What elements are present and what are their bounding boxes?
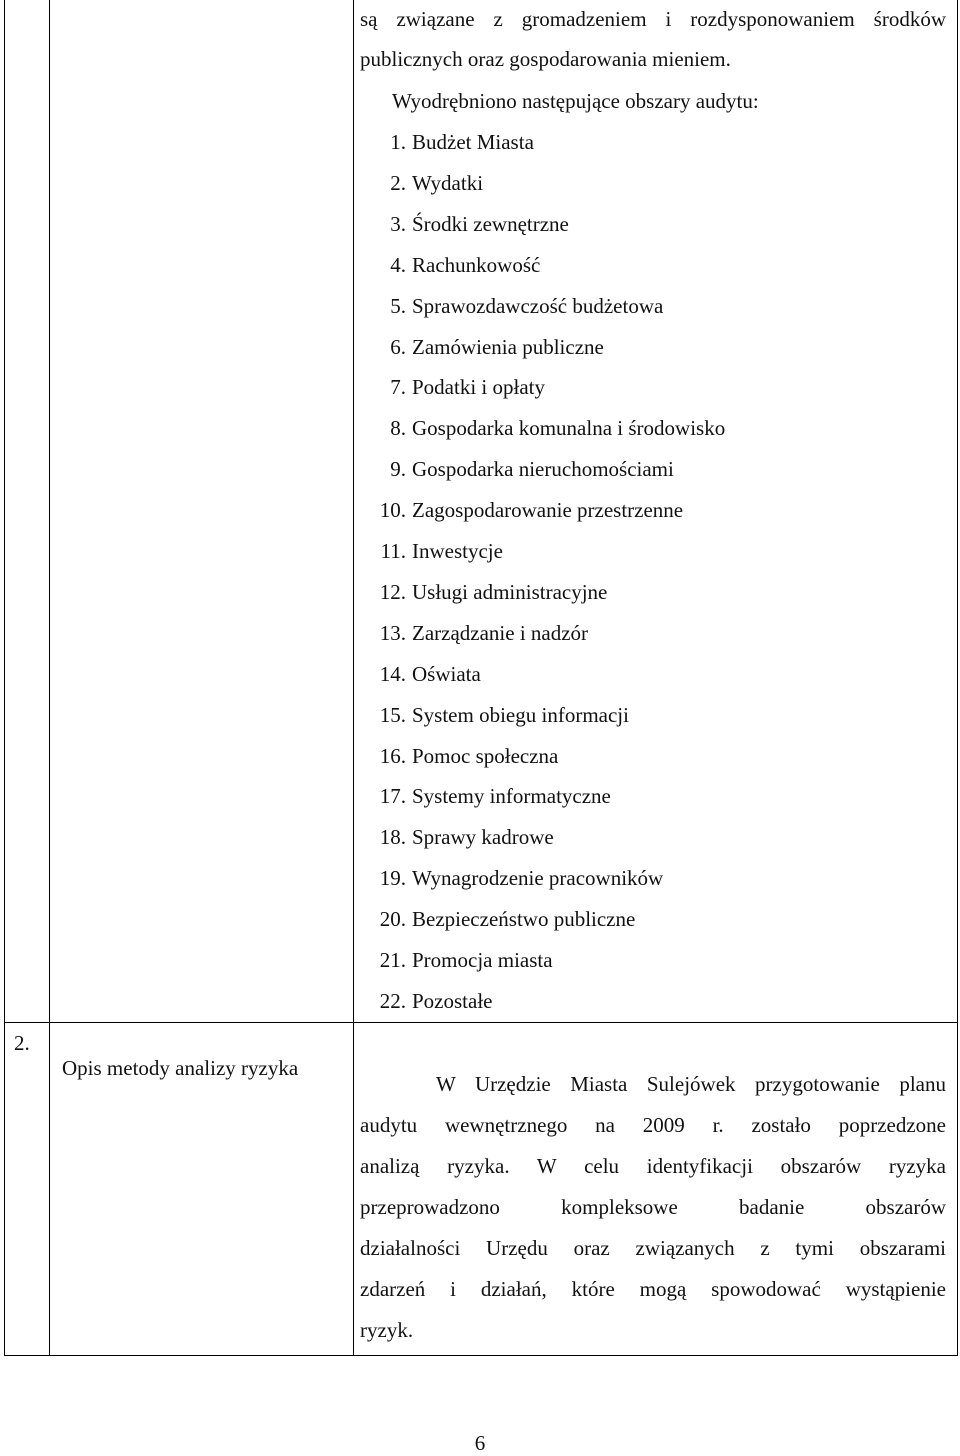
audit-area-number: 3.: [390, 211, 406, 236]
audit-area-item: [374, 252, 540, 278]
audit-area-label: Pomoc społeczna: [412, 743, 559, 768]
paragraph-line: audytu wewnętrznego na 2009 r. zostało poprzedzone: [360, 1113, 946, 1137]
audit-area-number: 13.: [379, 620, 406, 645]
audit-area-label: Gospodarka komunalna i środowisko: [412, 416, 726, 441]
audit-area-item: [374, 661, 481, 687]
audit-area-item: [374, 129, 534, 155]
audit-area-label: Podatki i opłaty: [412, 375, 545, 400]
audit-area-number: 20.: [379, 907, 406, 932]
audit-area-label: Pozostałe: [412, 988, 493, 1013]
audit-area-label: Zamówienia publiczne: [412, 334, 604, 359]
audit-area-number: 18.: [379, 825, 406, 850]
paragraph-line: zdarzeń i działań, które mogą spowodować wystąpienie: [360, 1277, 946, 1301]
row-divider: [5, 1022, 957, 1023]
audit-area-item: [374, 988, 492, 1014]
audit-area-label: Usługi administracyjne: [412, 579, 608, 604]
audit-area-item: [374, 702, 629, 728]
audit-area-label: Inwestycje: [412, 539, 503, 563]
audit-area-item: [374, 211, 569, 237]
audit-area-label: Sprawy kadrowe: [412, 825, 554, 850]
audit-area-number: 4.: [390, 252, 406, 277]
row-title: Opis metody analizy ryzyka: [62, 1056, 299, 1080]
audit-area-number: 19.: [379, 866, 406, 891]
audit-area-item: [374, 334, 604, 360]
intro-line: są związane z gromadzeniem i rozdysponowaniem środków: [360, 7, 946, 31]
audit-area-label: Zarządzanie i nadzór: [412, 620, 589, 645]
paragraph-line: W Urzędzie Miasta Sulejówek przygotowanie planu: [436, 1072, 946, 1096]
audit-area-item: [374, 538, 503, 564]
audit-area-number: 5.: [390, 293, 406, 318]
audit-area-label: Wydatki: [412, 170, 484, 195]
audit-area-label: Sprawozdawczość budżetowa: [412, 293, 664, 318]
audit-area-item: [374, 783, 611, 809]
audit-area-number: 7.: [390, 375, 406, 400]
audit-area-number: 2.: [390, 170, 406, 195]
audit-area-item: [374, 947, 553, 973]
audit-area-item: [374, 415, 725, 441]
audit-area-number: 12.: [379, 579, 406, 604]
audit-area-item: [374, 824, 554, 850]
audit-area-number: 21.: [379, 948, 406, 972]
audit-area-item: [374, 906, 635, 932]
audit-area-label: Środki zewnętrzne: [412, 211, 569, 236]
audit-area-item: [374, 620, 588, 646]
audit-area-item: [374, 170, 483, 196]
areas-heading: Wyodrębniono następujące obszary audytu:: [392, 89, 759, 113]
audit-area-item: [374, 497, 683, 523]
audit-area-number: 17.: [379, 784, 406, 809]
audit-area-item: [374, 865, 663, 891]
page-number: 6: [474, 1431, 486, 1455]
paragraph-line: działalności Urzędu oraz związanych z tymi obszarami: [360, 1236, 946, 1260]
paragraph-line: analizą ryzyka. W celu identyfikacji obszarów ryzyka: [360, 1154, 946, 1178]
audit-area-item: [374, 579, 607, 605]
audit-area-number: 1.: [390, 130, 406, 154]
audit-area-label: Promocja miasta: [412, 948, 553, 972]
paragraph-line: przeprowadzono kompleksowe badanie obszarów: [360, 1195, 946, 1219]
audit-area-label: Systemy informatyczne: [412, 784, 611, 809]
audit-area-item: [374, 293, 663, 319]
column-divider-1: [49, 0, 50, 1355]
row-number: 2.: [14, 1031, 30, 1055]
audit-area-label: Zagospodarowanie przestrzenne: [412, 498, 684, 523]
paragraph-line: ryzyk.: [360, 1318, 414, 1342]
audit-area-number: 15.: [379, 702, 406, 727]
audit-area-number: 16.: [379, 743, 406, 768]
audit-area-label: System obiegu informacji: [412, 702, 629, 727]
column-divider-2: [353, 0, 354, 1355]
audit-area-label: Oświata: [412, 661, 481, 686]
audit-area-number: 11.: [380, 539, 406, 563]
audit-area-label: Bezpieczeństwo publiczne: [412, 907, 636, 932]
audit-area-label: Rachunkowość: [412, 252, 541, 277]
audit-area-number: 8.: [390, 416, 406, 441]
audit-area-label: Wynagrodzenie pracowników: [412, 866, 664, 891]
audit-area-item: [374, 374, 545, 400]
audit-area-label: Gospodarka nieruchomościami: [412, 457, 674, 482]
audit-area-item: [374, 743, 558, 769]
audit-area-number: 22.: [379, 988, 406, 1013]
intro-line: publicznych oraz gospodarowania mieniem.: [360, 47, 731, 71]
audit-area-number: 10.: [379, 498, 406, 523]
audit-area-item: [374, 456, 674, 482]
audit-area-number: 6.: [390, 334, 406, 359]
audit-area-number: 14.: [379, 661, 406, 686]
audit-area-label: Budżet Miasta: [412, 130, 534, 154]
audit-area-number: 9.: [390, 457, 406, 482]
